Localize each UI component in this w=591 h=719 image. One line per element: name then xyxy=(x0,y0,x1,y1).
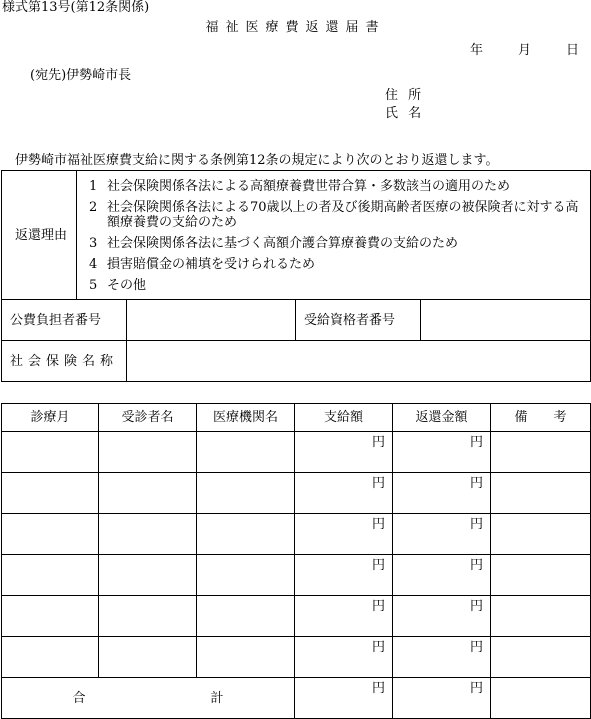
table-row xyxy=(2,637,591,678)
patient-name-cell[interactable] xyxy=(99,473,197,514)
reason-number: 5 xyxy=(89,278,98,293)
insurance-name-field[interactable] xyxy=(127,341,591,382)
reason-text: 社会保険関係各法に基づく高額介護合算療養費の支給のため xyxy=(107,236,459,251)
header-paid-amount: 支給額 xyxy=(295,404,393,432)
month-cell[interactable] xyxy=(2,514,99,555)
month-cell[interactable] xyxy=(2,637,99,678)
patient-name-cell[interactable] xyxy=(99,432,197,473)
date-line: 年 月 日 xyxy=(470,43,583,58)
yen-unit: 円 xyxy=(469,640,483,655)
reason-table xyxy=(1,170,591,382)
patient-name-cell[interactable] xyxy=(99,514,197,555)
statement-text: 伊勢崎市福祉医療費支給に関する条例第12条の規定により次のとおり返還します。 xyxy=(15,153,499,168)
header-institution: 医療機関名 xyxy=(197,404,295,432)
paid-amount-cell[interactable] xyxy=(295,514,393,555)
insurance-row xyxy=(2,341,591,382)
total-remarks-cell[interactable] xyxy=(491,678,591,719)
return-amount-cell[interactable] xyxy=(393,514,491,555)
yen-unit: 円 xyxy=(371,558,385,573)
yen-unit: 円 xyxy=(469,517,483,532)
yen-unit: 円 xyxy=(469,435,483,450)
addressee: (宛先)伊勢崎市長 xyxy=(30,68,132,83)
patient-name-cell[interactable] xyxy=(99,555,197,596)
header-month: 診療月 xyxy=(2,404,99,432)
reason-options xyxy=(77,171,591,300)
yen-unit: 円 xyxy=(371,476,385,491)
name-label: 氏 名 xyxy=(385,106,425,121)
table-row xyxy=(2,432,591,473)
yen-unit: 円 xyxy=(371,640,385,655)
institution-cell[interactable] xyxy=(197,432,295,473)
yen-unit: 円 xyxy=(371,681,385,696)
detail-table xyxy=(1,403,591,719)
reason-number: 1 xyxy=(89,179,98,194)
table-row xyxy=(2,514,591,555)
reason-row xyxy=(2,171,591,300)
return-amount-cell[interactable] xyxy=(393,596,491,637)
reason-text: 損害賠償金の補填を受けられるため xyxy=(107,257,316,272)
table-row xyxy=(2,596,591,637)
reason-option-3[interactable] xyxy=(89,236,588,251)
remarks-cell[interactable] xyxy=(491,473,591,514)
yen-unit: 円 xyxy=(371,599,385,614)
remarks-cell[interactable] xyxy=(491,432,591,473)
paid-amount-cell[interactable] xyxy=(295,555,393,596)
public-payer-field[interactable] xyxy=(127,300,296,341)
reason-number: 3 xyxy=(89,236,98,251)
paid-amount-cell[interactable] xyxy=(295,432,393,473)
header-remarks: 備 考 xyxy=(491,404,591,432)
insurance-name-label: 社会保険名称 xyxy=(2,341,127,382)
paid-amount-cell[interactable] xyxy=(295,637,393,678)
institution-cell[interactable] xyxy=(197,596,295,637)
reason-text: 社会保険関係各法による70歳以上の者及び後期高齢者医療の被保険者に対する高額療養費の支給のため xyxy=(107,200,579,230)
reason-text: 社会保険関係各法による高額療養費世帯合算・多数該当の適用のため xyxy=(107,179,511,194)
recipient-number-label: 受給資格者番号 xyxy=(296,300,421,341)
paid-amount-cell[interactable] xyxy=(295,473,393,514)
table-row xyxy=(2,555,591,596)
reason-option-2[interactable] xyxy=(89,200,588,230)
header-patient-name: 受診者名 xyxy=(99,404,197,432)
yen-unit: 円 xyxy=(469,599,483,614)
reason-option-1[interactable] xyxy=(89,179,588,194)
yen-unit: 円 xyxy=(469,681,483,696)
month-cell[interactable] xyxy=(2,473,99,514)
month-cell[interactable] xyxy=(2,432,99,473)
institution-cell[interactable] xyxy=(197,514,295,555)
remarks-cell[interactable] xyxy=(491,637,591,678)
total-label-right: 計 xyxy=(210,690,224,706)
total-paid-amount-cell[interactable] xyxy=(295,678,393,719)
total-return-amount-cell[interactable] xyxy=(393,678,491,719)
reason-option-4[interactable] xyxy=(89,257,588,272)
patient-name-cell[interactable] xyxy=(99,596,197,637)
remarks-cell[interactable] xyxy=(491,514,591,555)
institution-cell[interactable] xyxy=(197,637,295,678)
institution-cell[interactable] xyxy=(197,473,295,514)
detail-header-row xyxy=(2,404,591,432)
return-amount-cell[interactable] xyxy=(393,432,491,473)
table-row xyxy=(2,473,591,514)
form-number: 様式第13号(第12条関係) xyxy=(2,0,150,15)
public-payer-label: 公費負担者番号 xyxy=(2,300,127,341)
month-cell[interactable] xyxy=(2,596,99,637)
month-cell[interactable] xyxy=(2,555,99,596)
reason-header: 返還理由 xyxy=(2,171,77,300)
total-row xyxy=(2,678,591,719)
reason-text: その他 xyxy=(107,278,147,293)
header-return-amount: 返還金額 xyxy=(393,404,491,432)
address-label: 住 所 xyxy=(385,88,425,103)
reason-option-5[interactable] xyxy=(89,278,588,293)
paid-amount-cell[interactable] xyxy=(295,596,393,637)
yen-unit: 円 xyxy=(371,517,385,532)
reason-number: 4 xyxy=(89,257,98,272)
remarks-cell[interactable] xyxy=(491,596,591,637)
patient-name-cell[interactable] xyxy=(99,637,197,678)
yen-unit: 円 xyxy=(469,476,483,491)
total-label xyxy=(2,678,295,719)
return-amount-cell[interactable] xyxy=(393,637,491,678)
yen-unit: 円 xyxy=(469,558,483,573)
number-row xyxy=(2,300,591,341)
yen-unit: 円 xyxy=(371,435,385,450)
document-title: 福祉医療費返還届書 xyxy=(205,20,386,35)
institution-cell[interactable] xyxy=(197,555,295,596)
return-amount-cell[interactable] xyxy=(393,555,491,596)
remarks-cell[interactable] xyxy=(491,555,591,596)
reason-number: 2 xyxy=(89,200,98,215)
total-label-left: 合 xyxy=(72,690,86,706)
detail-body xyxy=(2,432,591,719)
return-amount-cell[interactable] xyxy=(393,473,491,514)
recipient-number-field[interactable] xyxy=(421,300,591,341)
